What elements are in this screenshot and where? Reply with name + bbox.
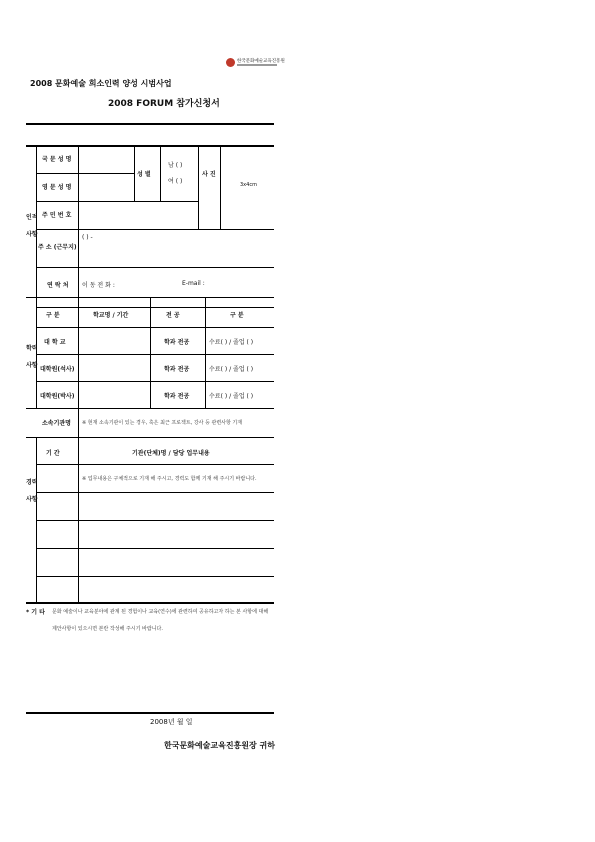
- edu-row-major[interactable]: 학과 전공: [164, 393, 190, 400]
- edu-row-status[interactable]: 수료( ) / 졸업 ( ): [209, 339, 254, 346]
- divider: [36, 173, 134, 174]
- edu-row-status[interactable]: 수료( ) / 졸업 ( ): [209, 393, 254, 400]
- contact-label: 연 락 처: [47, 282, 69, 289]
- divider: [36, 520, 274, 521]
- affiliation-label: 소속기관명: [42, 420, 71, 427]
- edu-row-label: 대학원(박사): [40, 393, 75, 400]
- addressee: 한국문화예술교육진흥원장 귀하: [164, 741, 275, 750]
- divider: [160, 145, 161, 201]
- edu-col-major: 전 공: [166, 312, 180, 319]
- divider: [198, 145, 199, 229]
- table-top-rule: [26, 145, 274, 147]
- mobile-phone-label: 이 동 전 화 :: [82, 282, 115, 289]
- korean-name-label: 국 문 성 명: [42, 156, 72, 163]
- logo-text: 한국문화예술교육진흥원: [237, 59, 285, 64]
- divider: [205, 297, 206, 408]
- edu-row-major[interactable]: 학과 전공: [164, 366, 190, 373]
- english-name-label: 영 문 성 명: [42, 184, 72, 191]
- divider: [36, 145, 37, 297]
- footer-rule: [26, 712, 274, 714]
- divider: [36, 492, 274, 493]
- divider: [36, 464, 274, 465]
- organization-logo: [226, 58, 285, 70]
- divider: [78, 297, 79, 408]
- career-col-period: 기 간: [46, 450, 60, 457]
- personal-section-label: 인적: [26, 214, 38, 221]
- edu-row-label: 대 학 교: [44, 339, 66, 346]
- affiliation-note: ※ 현재 소속기관이 있는 경우, 혹은 최근 프로젝트, 강사 등 관련사항 기재: [82, 420, 243, 426]
- divider: [36, 307, 274, 308]
- edu-col-category: 구 분: [46, 312, 60, 319]
- edu-row-label: 대학원(석사): [40, 366, 75, 373]
- divider: [36, 267, 274, 268]
- divider: [78, 408, 79, 437]
- education-section-label: 학력: [26, 345, 38, 352]
- edu-col-status: 구 분: [230, 312, 244, 319]
- other-note-line-2: 제안사항이 있으시면 본란 작성해 주시기 바랍니다.: [52, 626, 163, 632]
- divider: [36, 327, 274, 328]
- divider: [36, 548, 274, 549]
- divider: [36, 381, 274, 382]
- resident-number-label: 주 민 번 호: [42, 212, 72, 219]
- divider: [78, 145, 79, 297]
- form-subtitle: 2008 문화예술 희소인력 양성 시범사업: [30, 79, 172, 88]
- career-section-label-2: 사항: [26, 496, 38, 503]
- address-label: 주 소 (근무지): [38, 244, 77, 251]
- gender-label: 성 별: [137, 171, 151, 178]
- gender-female-option[interactable]: 여 ( ): [168, 178, 183, 185]
- career-section-label: 경력: [26, 479, 38, 486]
- divider: [26, 602, 274, 604]
- divider: [26, 437, 274, 438]
- form-title: 2008 FORUM 참가신청서: [108, 99, 220, 109]
- other-note-line-1: 문화 예술이나 교육분야에 관계 된 경험이나 교육(연수)에 관련하여 공유하고자 하는 본 사항에 대해: [52, 609, 269, 615]
- edu-row-status[interactable]: 수료( ) / 졸업 ( ): [209, 366, 254, 373]
- title-rule: [26, 123, 274, 125]
- logo-underline: [237, 64, 277, 66]
- personal-section-label-2: 사항: [26, 231, 38, 238]
- divider: [134, 145, 135, 201]
- email-label: E-mail :: [182, 280, 205, 287]
- address-field[interactable]: ( ) -: [82, 234, 93, 241]
- divider: [220, 145, 221, 229]
- application-date[interactable]: 2008년 월 일: [150, 718, 193, 726]
- career-note: ※ 업무내용은 구체적으로 기재 해 주시고, 경력도 함께 기재 해 주시기 바랍니다.: [82, 476, 257, 482]
- education-section-label-2: 사항: [26, 362, 38, 369]
- divider: [36, 354, 274, 355]
- other-label: * 기 타: [26, 609, 45, 616]
- gender-male-option[interactable]: 남 ( ): [168, 162, 183, 169]
- logo-mark-icon: [226, 58, 235, 67]
- divider: [36, 297, 37, 408]
- divider: [36, 201, 198, 202]
- divider: [26, 408, 274, 409]
- divider: [36, 576, 274, 577]
- edu-col-school: 학교명 / 기간: [93, 312, 129, 319]
- divider: [150, 297, 151, 408]
- divider: [36, 229, 274, 230]
- photo-label: 사 진: [202, 171, 216, 178]
- career-col-detail: 기관(단체)명 / 담당 업무내용: [132, 450, 210, 457]
- photo-size-note: 3x4cm: [240, 182, 257, 188]
- edu-row-major[interactable]: 학과 전공: [164, 339, 190, 346]
